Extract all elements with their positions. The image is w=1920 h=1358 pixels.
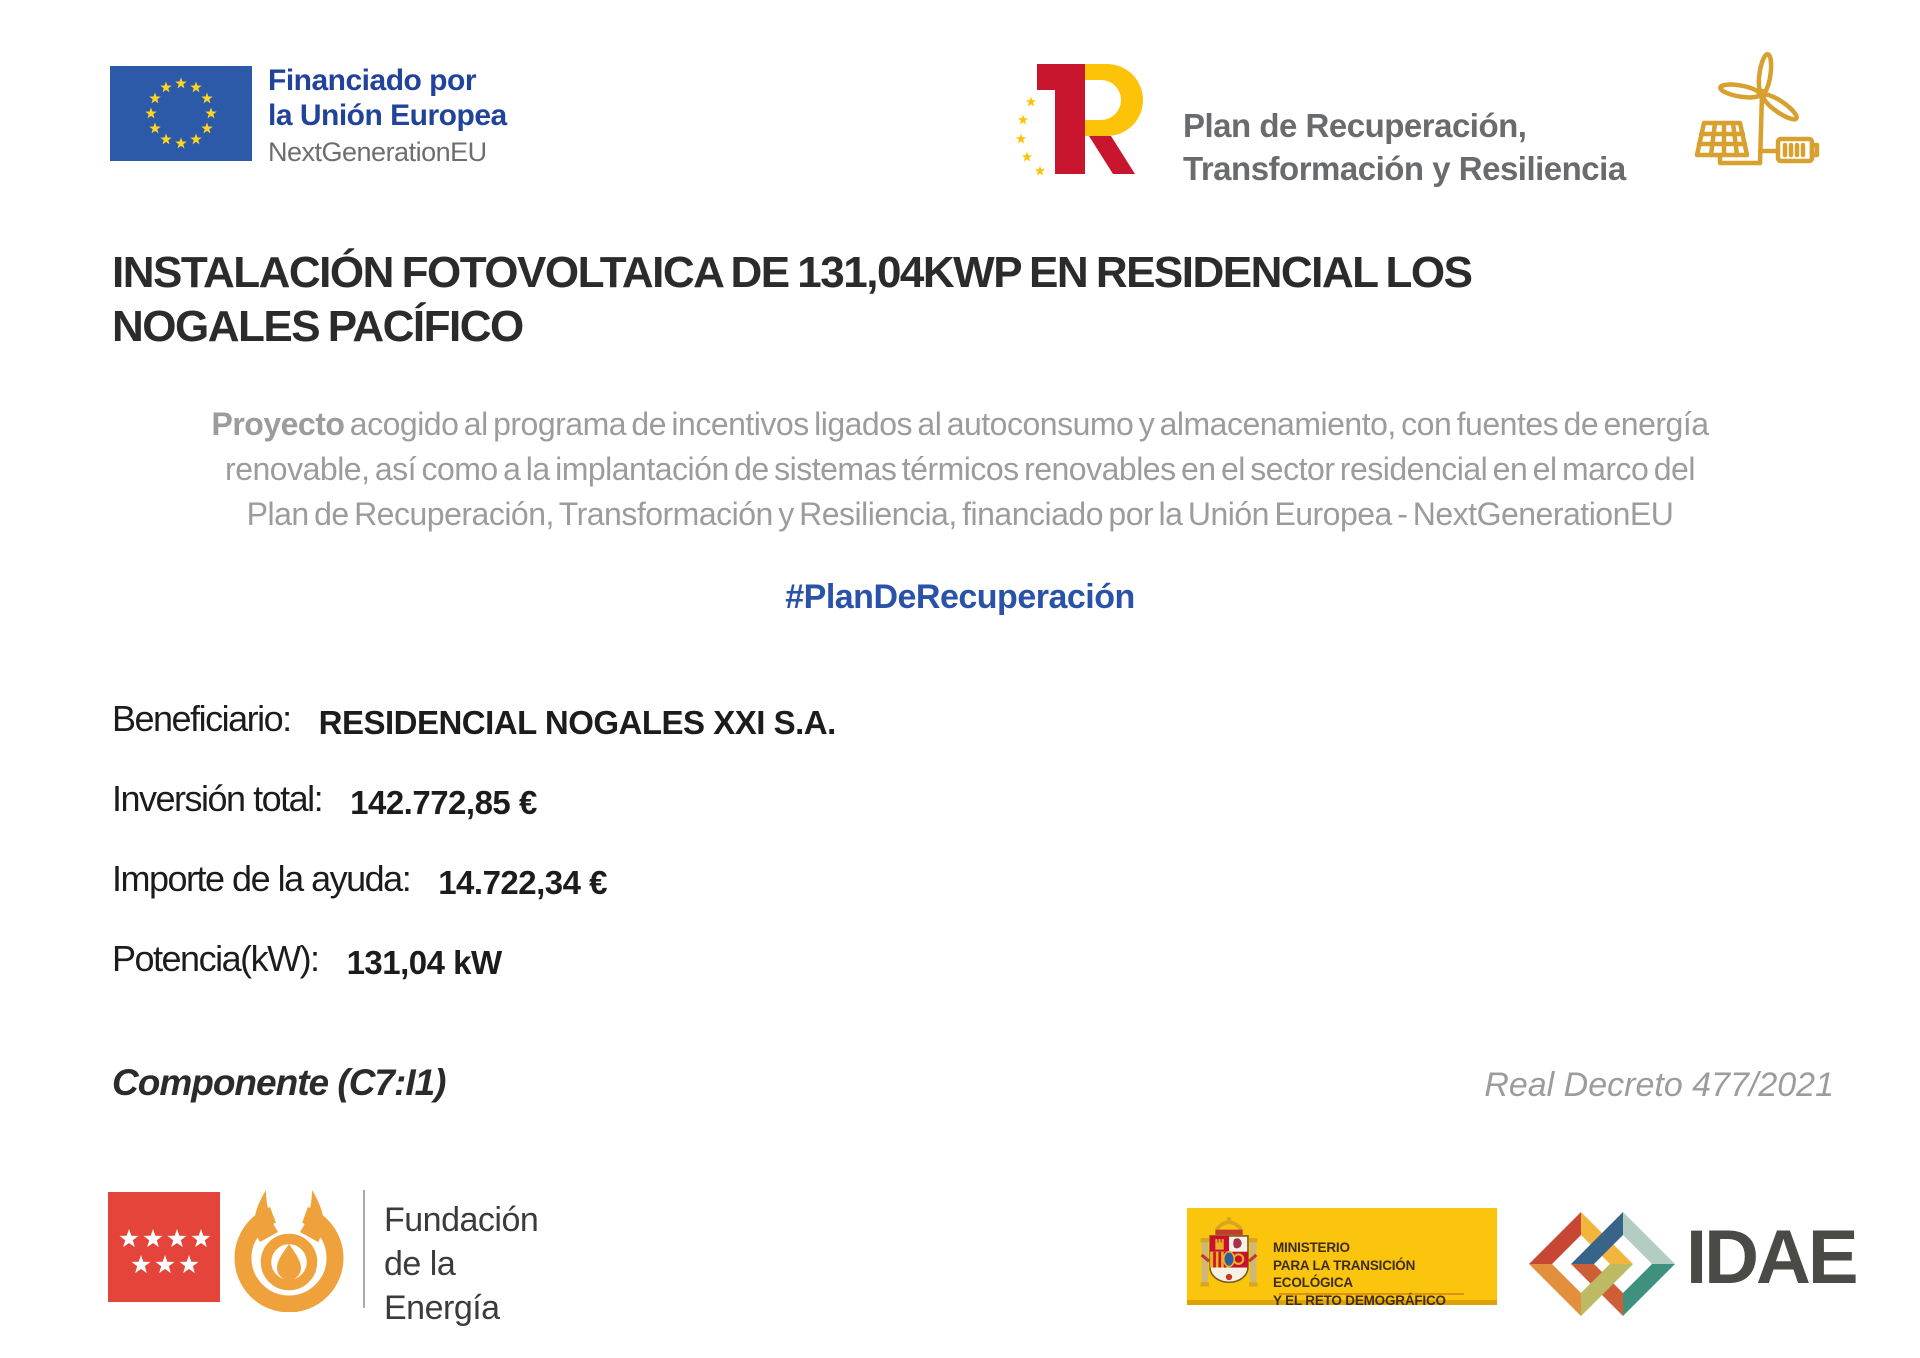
description-lead: Proyecto <box>211 406 345 442</box>
importe-ayuda-value: 14.722,34 € <box>438 864 608 901</box>
potencia-label: Potencia(kW): <box>112 938 319 979</box>
field-inversion-total <box>112 778 537 822</box>
fundacion-divider <box>363 1190 365 1308</box>
spain-coat-of-arms-icon <box>1199 1217 1259 1302</box>
inversion-total-value: 142.772,85 € <box>350 784 537 821</box>
inversion-total-label: Inversión total: <box>112 778 323 819</box>
description-line1: acogido al programa de incentivos ligados al autoconsumo y almacenamiento, con fuentes de energía <box>349 406 1709 442</box>
field-beneficiario <box>112 698 836 742</box>
project-description <box>60 402 1860 537</box>
eu-funding-text <box>268 63 507 170</box>
ministerio-underline <box>1279 1293 1464 1295</box>
prtr-tr-logo-icon <box>1015 56 1160 191</box>
eu-funding-line1: Financiado por <box>268 64 477 97</box>
importe-ayuda-label: Importe de la ayuda: <box>112 858 411 899</box>
beneficiario-label: Beneficiario: <box>112 698 291 739</box>
ministerio-logo-box <box>1187 1208 1497 1308</box>
fundacion-line2: de la <box>384 1245 456 1283</box>
nextgeneration-eu-label: NextGenerationEU <box>268 137 487 167</box>
description-line3: Plan de Recuperación, Transformación y Resiliencia, financiado por la Unión Europea - NextGenerationEU <box>246 496 1674 532</box>
prtr-line1: Plan de Recuperación, <box>1183 107 1527 144</box>
fundacion-line3: Energía <box>384 1289 500 1327</box>
beneficiario-value: RESIDENCIAL NOGALES XXI S.A. <box>318 704 836 741</box>
idae-interlocked-rings-icon <box>1526 1204 1678 1331</box>
field-potencia <box>112 938 502 982</box>
eu-funding-line2: la Unión Europea <box>268 99 507 132</box>
fundacion-energia-flame-icon <box>230 1186 348 1317</box>
description-line2: renovable, así como a la implantación de sistemas térmicos renovables en el sector residencial en el marco del <box>225 451 1695 487</box>
fundacion-energia-text <box>384 1198 538 1330</box>
idae-wordmark: IDAE <box>1686 1215 1856 1300</box>
project-title: INSTALACIÓN FOTOVOLTAICA DE 131,04KWP EN RESIDENCIAL LOS NOGALES PACÍFICO <box>112 248 1472 351</box>
hashtag-plan-de-recuperacion: #PlanDeRecuperación <box>785 578 1135 616</box>
field-importe-ayuda <box>112 858 607 902</box>
eu-flag-icon <box>110 66 252 166</box>
ministerio-line2: PARA LA TRANSICIÓN ECOLÓGICA <box>1273 1257 1416 1290</box>
fundacion-line1: Fundación <box>384 1201 539 1239</box>
component-label: Componente (C7:I1) <box>112 1062 446 1103</box>
prtr-title <box>1183 104 1626 190</box>
solar-wind-battery-icon <box>1690 45 1822 182</box>
ministerio-line1: MINISTERIO <box>1273 1240 1350 1255</box>
prtr-line2: Transformación y Resiliencia <box>1183 150 1626 187</box>
ministerio-line3: Y EL RETO DEMOGRÁFICO <box>1273 1292 1446 1308</box>
ministerio-text <box>1273 1239 1497 1309</box>
madrid-flag-icon <box>108 1192 220 1307</box>
potencia-value: 131,04 kW <box>346 944 502 981</box>
royal-decree-label: Real Decreto 477/2021 <box>1484 1066 1834 1104</box>
